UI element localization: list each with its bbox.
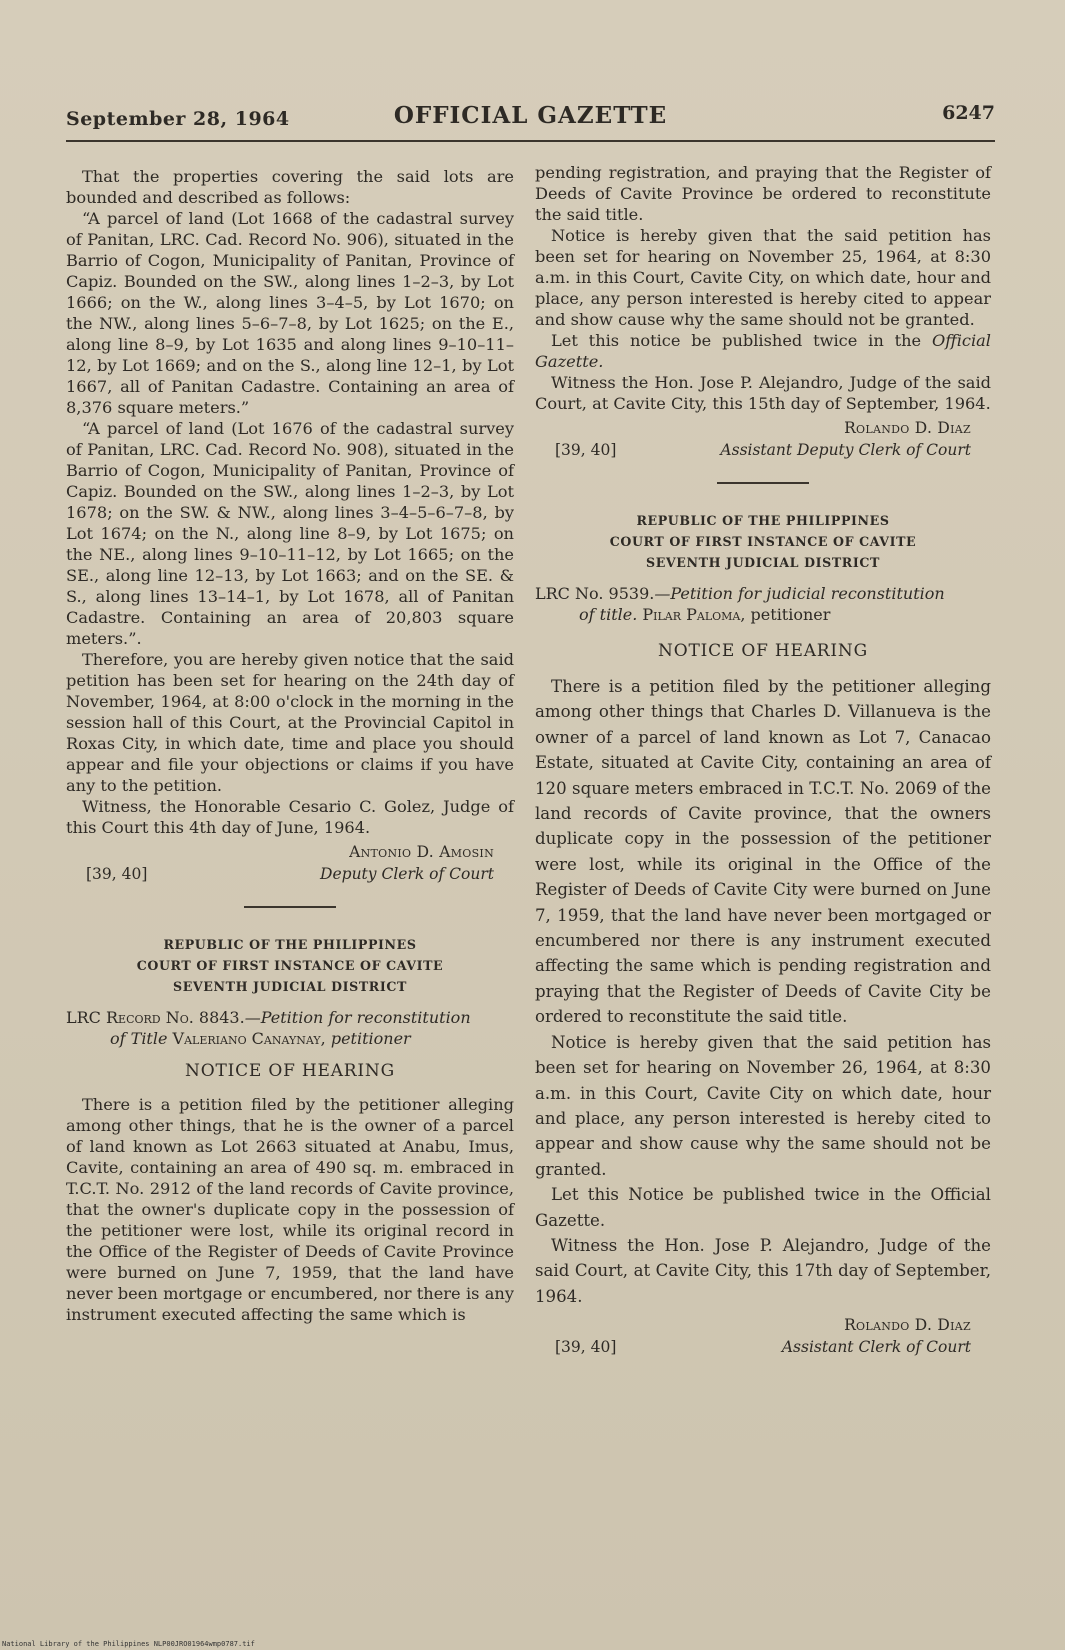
issue-reference: [39, 40] xyxy=(86,865,148,883)
signatory-name: Rolando D. Diaz xyxy=(844,419,971,437)
publication-name: Official Gazette. xyxy=(535,331,991,371)
court-line: COURT OF FIRST INSTANCE OF CAVITE xyxy=(136,958,444,973)
left-column xyxy=(66,166,514,1325)
paragraph: “A parcel of land (Lot 1668 of the cadastral survey of Panitan, LRC. Cad. Record No. 906), situated in the Barrio of Cogon, Municipality of Panitan, Province of Capiz. Bounded on the SW., along lines 1–2–3, by Lot 1666; on the W., along lines 3–4–5, by Lot 1670; on the NW., along lines 5–6–7–8, by Lot 1625; on the E., along line 8–9, by Lot 1635 and along lines 9–10–11–12, by Lot 1669; and on the S., along line 12–1, by Lot 1667, all of Panitan Cadastre. Containing an area of 8,376 square meters.” xyxy=(66,209,514,417)
case-title xyxy=(66,1007,514,1049)
court-line: SEVENTH JUDICIAL DISTRICT xyxy=(646,555,880,570)
paragraph: pending registration, and praying that the Register of Deeds of Cavite Province be ordered to reconstitute the said title. xyxy=(535,163,991,224)
case-description-cont: of Title xyxy=(110,1029,168,1048)
scan-footer: National Library of the Philippines NLP00JRO01964wmp0787.tif xyxy=(2,1640,255,1648)
signature-block xyxy=(66,842,514,886)
case-description-cont: of title. xyxy=(579,605,638,624)
paragraph: Notice is hereby given that the said petition has been set for hearing on November 25, 1964, at 8:30 a.m. in this Court, Cavite City, on which date, hour and place, any person interested is hereby cited to appear and show cause why the same should not be granted. xyxy=(535,226,991,329)
case-number: LRC No. 9539. xyxy=(535,584,655,603)
notice-heading: NOTICE OF HEARING xyxy=(185,1061,395,1081)
paragraph: Notice is hereby given that the said petition has been set for hearing on November 26, 1964, at 8:30 a.m. in this Court, Cavite City on which date, hour and place, any person interested is hereby cited to appear and show cause why the same should not be granted. xyxy=(535,1032,991,1179)
notice-body xyxy=(535,674,991,1357)
court-line: SEVENTH JUDICIAL DISTRICT xyxy=(173,979,407,994)
issue-reference: [39, 40] xyxy=(555,1338,617,1357)
paragraph: Let this Notice be published twice in the Official Gazette. xyxy=(535,1185,991,1230)
paragraph: Witness the Hon. Jose P. Alejandro, Judge of the said Court, at Cavite City, this 17th day of September, 1964. xyxy=(535,1235,991,1306)
notice-heading: NOTICE OF HEARING xyxy=(658,641,868,661)
signatory-role: Deputy Clerk of Court xyxy=(320,865,494,883)
paragraph xyxy=(535,330,991,372)
header-date: September 28, 1964 xyxy=(66,108,290,130)
paragraph: “A parcel of land (Lot 1676 of the cadastral survey of Panitan, LRC. Cad. Record No. 908), situated in the Barrio of Cogon, Municipality of Panitan, Province of Capiz. Bounded on the SW., along lines 1–2–3, by Lot 1678; on the SW. & NW., along lines 3–4–5–6–7–8, by Lot 1674; on the N., along line 8–9, by Lot 1675; on the NE., along lines 9–10–11–12, by Lot 1665; on the SE., along line 12–13, by Lot 1663; and on the SE. & S., along lines 13–14–1, by Lot 1678, all of Panitan Cadastre. Containing an area of 20,803 square meters.”. xyxy=(66,419,514,648)
signatory-role: Assistant Clerk of Court xyxy=(781,1338,971,1357)
case-description: —Petition for judicial reconstitution xyxy=(654,584,945,603)
signature-block xyxy=(535,418,991,462)
paragraph: Witness, the Honorable Cesario C. Golez, Judge of this Court this 4th day of June, 1964. xyxy=(66,797,514,837)
header-title: OFFICIAL GAZETTE xyxy=(393,102,668,129)
right-column xyxy=(535,162,991,1357)
paragraph: There is a petition filed by the petitioner alleging among other things that Charles D. Villanueva is the owner of a parcel of land known as Lot 7, Canacao Estate, situated at Cavite City, containing an area of 120 square meters embraced in T.C.T. No. 2069 of the land records of Cavite province, that the owners duplicate copy in the possession of the petitioner were lost, while its original in the Office of the Register of Deeds of Cavite City were burned on June 7, 1959, that the land have never been mortgaged or encumbered nor there is any instrument executed affecting the same which is pending registration and praying that the Register of Deeds of Cavite City be ordered to reconstitute the said title. xyxy=(535,677,991,1027)
page-header xyxy=(66,100,995,134)
petitioner-name: Valeriano Canaynay, xyxy=(172,1029,326,1048)
paragraph: That the properties covering the said lots are bounded and described as follows: xyxy=(66,167,514,207)
signatory-name: Rolando D. Diaz xyxy=(844,1316,971,1335)
section-separator xyxy=(717,482,809,484)
court-heading xyxy=(66,934,514,997)
court-line: COURT OF FIRST INSTANCE OF CAVITE xyxy=(609,534,917,549)
signature-block xyxy=(535,1313,991,1357)
paragraph-text: Let this notice be published twice in the xyxy=(551,331,932,350)
case-title xyxy=(535,583,991,625)
petitioner-name: Pilar Paloma, xyxy=(642,605,746,624)
case-description: —Petition for reconstitution xyxy=(244,1008,471,1027)
court-line: REPUBLIC OF THE PHILIPPINES xyxy=(636,513,890,528)
issue-reference: [39, 40] xyxy=(555,441,617,459)
signatory-role: Assistant Deputy Clerk of Court xyxy=(720,441,971,459)
petitioner-role: petitioner xyxy=(330,1029,411,1048)
signatory-name: Antonio D. Amosin xyxy=(349,843,494,861)
header-page-number: 6247 xyxy=(942,102,995,124)
court-line: REPUBLIC OF THE PHILIPPINES xyxy=(163,937,417,952)
paragraph: Therefore, you are hereby given notice that the said petition has been set for hearing on the 24th day of November, 1964, at 8:00 o'clock in the morning in the session hall of this Court, at the Provincial Capitol in Roxas City, in which date, time and place you should appear and file your objections or claims if you have any to the petition. xyxy=(66,650,514,795)
court-heading xyxy=(535,510,991,573)
header-rule xyxy=(66,140,995,142)
paragraph: There is a petition filed by the petitioner alleging among other things, that he is the owner of a parcel of land known as Lot 2663 situated at Anabu, Imus, Cavite, containing an area of 490 sq. m. embraced in T.C.T. No. 2912 of the land records of Cavite province, that the owner's duplicate copy in the possession of the petitioner were lost, while its original record in the Office of the Register of Deeds of Cavite Province were burned on June 7, 1959, that the land have never been mortgage or encumbered, nor there is any instrument executed affecting the same which is xyxy=(66,1095,514,1324)
paragraph: Witness the Hon. Jose P. Alejandro, Judge of the said Court, at Cavite City, this 15th day of September, 1964. xyxy=(535,373,991,413)
section-separator xyxy=(244,906,336,908)
case-number: LRC Record No. 8843. xyxy=(66,1008,245,1027)
petitioner-role: petitioner xyxy=(750,605,831,624)
